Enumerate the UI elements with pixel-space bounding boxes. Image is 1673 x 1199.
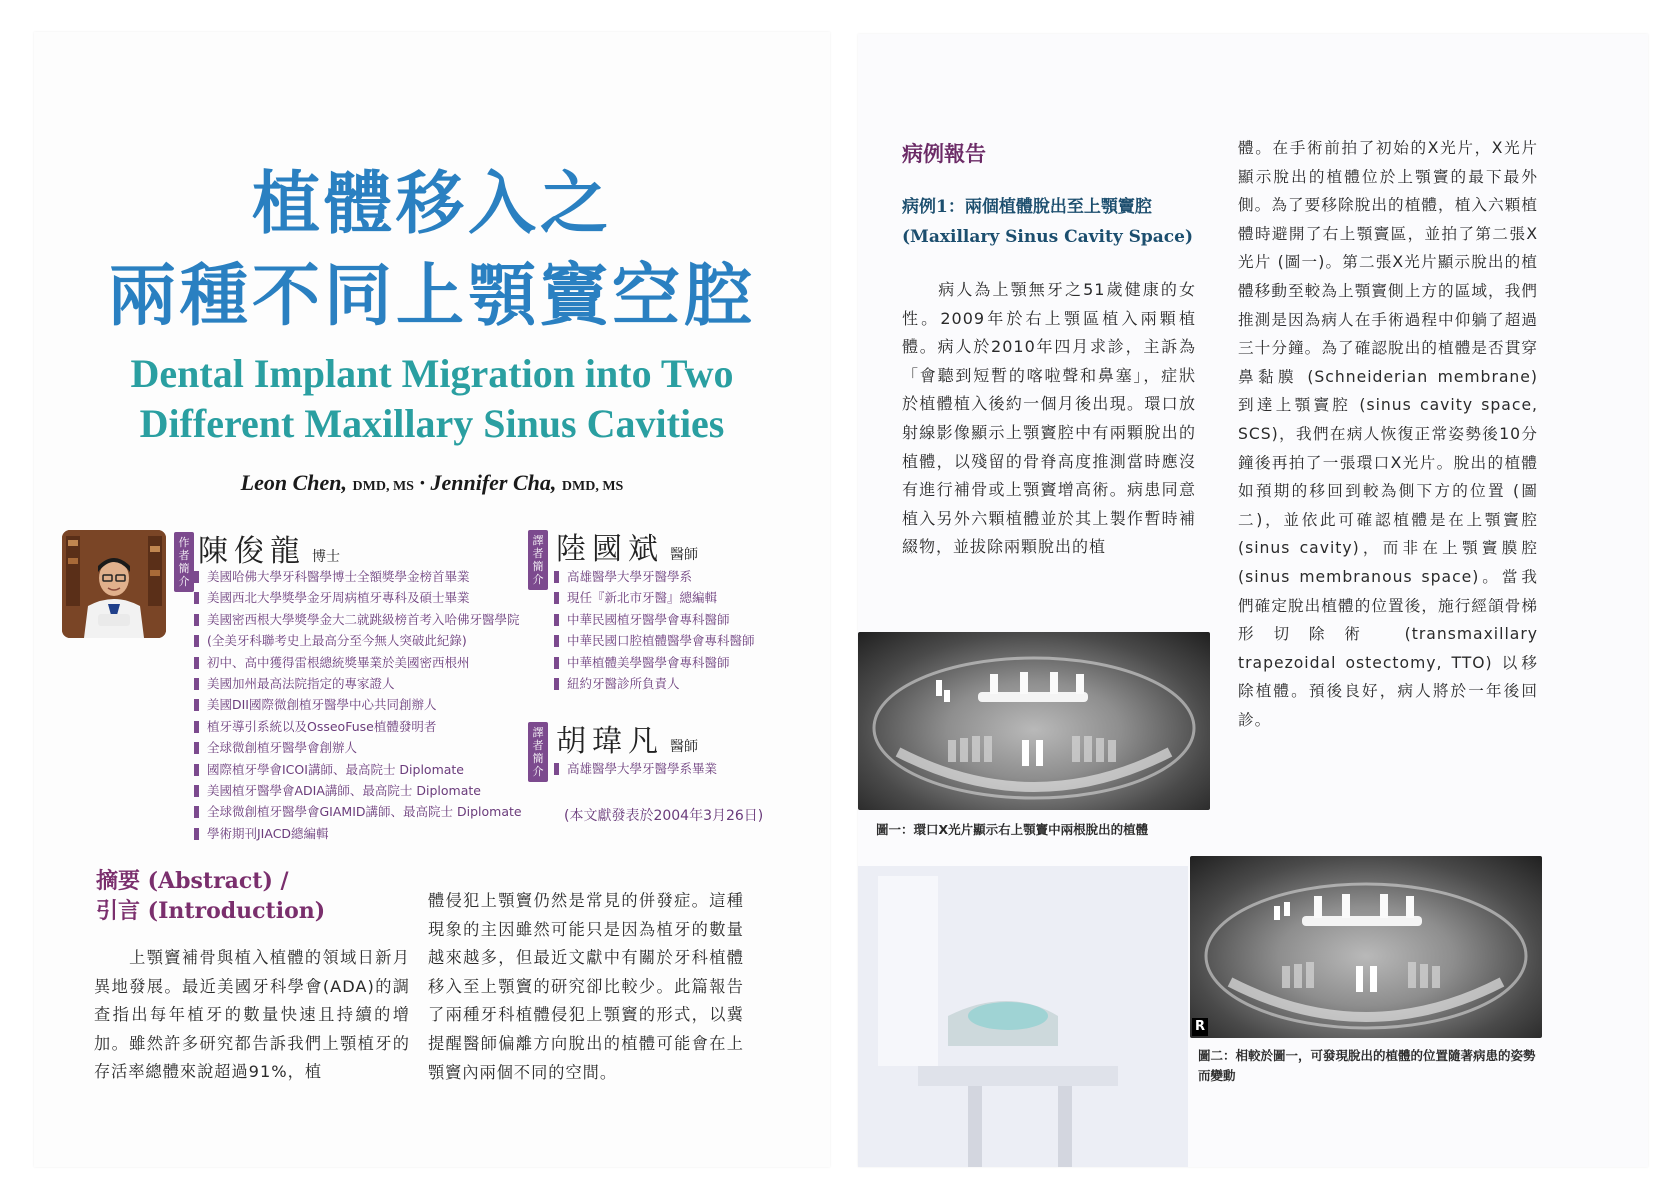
left-page: [34, 32, 830, 1167]
bio-item: 美國西北大學獎學金牙周病植牙專科及碩士畢業: [194, 587, 522, 608]
author-2-name: Jennifer Cha,: [430, 470, 557, 495]
bio-item: 中華植體美學醫學會專科醫師: [554, 652, 755, 673]
figure-1-xray: [858, 632, 1210, 810]
case-col-2: 體。在手術前拍了初始的X光片，X光片顯示脫出的植體位於上顎竇的最下最外側。為了要移除脫出的植體，植入六顆植體時避開了右上顎竇區，並拍了第二張X光片 (圖一)。第二張X光片顯示脫出的植體移動至較為上顎竇側上方的區域，我們推測是因為病人在手術過程中仰躺了超過三十分鐘。為了確認脫出的植體是否貫穿鼻黏膜 (Schneiderian membrane) 到達上顎竇腔 (sinus cavity space, SCS)，我們在病人恢復正常姿勢後10分鐘後再拍了一張環口X光片。脫出的植體如預期的移回到較為側下方的位置 (圖二)，並依此可確認植體是在上顎竇腔 (sinus cavity)，而非在上顎竇膜腔 (sinus membranous space)。當我們確定脫出植體的位置後，施行經頜骨梯形切除術 (transmaxillary trapezoidal ostectomy, TTO) 以移除植體。預後良好，病人將於一年後回診。: [1238, 139, 1538, 729]
bio-chen-heading: [198, 526, 340, 570]
translator-intro-tag: 譯者簡介: [528, 530, 548, 590]
bio-item: 全球微創植牙醫學會GIAMID講師、最高院士 Diplomate: [194, 801, 522, 822]
bio-item: 美國密西根大學獎學金大二就跳級榜首考入哈佛牙醫學院: [194, 609, 522, 630]
publication-note: (本文獻發表於2004年3月26日): [564, 808, 764, 824]
bio-item: 學術期刊JIACD總編輯: [194, 823, 522, 844]
bio-chen-name: 陳俊龍: [198, 534, 306, 569]
bio-hu-title: 醫師: [670, 739, 698, 755]
case-1-title: [902, 192, 1193, 252]
abstract-heading-line-1: 摘要 (Abstract) /: [96, 868, 289, 894]
bio-item: 初中、高中獲得雷根總統獎畢業於美國密西根州: [194, 652, 522, 673]
bio-item: 美國加州最高法院指定的專家證人: [194, 673, 522, 694]
figure-2-caption: 圖二：相較於圖一，可發現脫出的植體的位置隨著病患的姿勢而變動: [1198, 1048, 1536, 1083]
abstract-heading: [96, 866, 325, 926]
bio-lu-heading: [556, 524, 698, 568]
bio-lu-name: 陸國斌: [556, 532, 664, 567]
bio-item: 中華民國口腔植體醫學會專科醫師: [554, 630, 755, 651]
bio-item: 美國DII國際微創植牙醫學中心共同創辦人: [194, 694, 522, 715]
figure-2-xray: [1190, 856, 1542, 1038]
author-separator: ·: [413, 470, 431, 495]
abstract-col-2: 體侵犯上顎竇仍然是常見的併發症。這種現象的主因雖然可能只是因為植牙的數量越來越多，但最近文獻中有關於牙科植體移入至上顎竇的研究卻比較少。此篇報告了兩種牙科植體侵犯上顎竇的形式，以冀提醒醫師偏離方向脫出的植體可能會在上顎竇內兩個不同的空間。: [428, 891, 744, 1082]
author-intro-tag: 作者簡介: [174, 532, 194, 592]
bio-item: (全美牙科聯考史上最高分至今無人突破此紀錄): [194, 630, 522, 651]
figure-1-caption: 圖一：環口X光片顯示右上顎竇中兩根脫出的植體: [876, 822, 1149, 837]
case-report-heading: 病例報告: [902, 141, 986, 166]
abstract-col-1: 上顎竇補骨與植入植體的領域日新月異地發展。最近美國牙科學會(ADA)的調查指出每年植牙的數量快速且持續的增加。雖然許多研究都告訴我們上顎植牙的存活率總體來說超過91%，植: [94, 948, 410, 1082]
bio-item: 高雄醫學大學牙醫學系畢業: [554, 758, 717, 779]
title-en-line-2: Different Maxillary Sinus Cavities: [139, 401, 725, 446]
bio-item: 現任『新北市牙醫』總編輯: [554, 587, 755, 608]
bio-chen-title: 博士: [312, 549, 340, 565]
author-photo: [62, 530, 166, 638]
bio-item: 美國哈佛大學牙科醫學博士全額獎學金榜首畢業: [194, 566, 522, 587]
case-1-title-en: (Maxillary Sinus Cavity Space): [902, 227, 1194, 247]
figure-2-orientation-marker: R: [1192, 1018, 1208, 1036]
bio-item: 高雄醫學大學牙醫學系: [554, 566, 755, 587]
bio-item: 國際植牙學會ICOI講師、最高院士 Diplomate: [194, 759, 522, 780]
right-page: [858, 34, 1648, 1167]
bio-item: 紐約牙醫診所負責人: [554, 673, 755, 694]
abstract-heading-line-2: 引言 (Introduction): [96, 898, 326, 924]
bio-item: 植牙導引系統以及OsseoFuse植體發明者: [194, 716, 522, 737]
bio-hu-list: [554, 758, 717, 779]
bio-hu-heading: [556, 716, 698, 760]
clinic-background-photo: [858, 866, 1188, 1167]
translator-intro-tag-2: 譯者簡介: [528, 722, 548, 782]
title-en-line-1: Dental Implant Migration into Two: [130, 351, 734, 396]
bio-chen-list: [194, 566, 522, 844]
bio-item: 全球微創植牙醫學會創辦人: [194, 737, 522, 758]
bio-item: 美國植牙醫學會ADIA講師、最高院士 Diplomate: [194, 780, 522, 801]
author-1-name: Leon Chen,: [240, 470, 348, 495]
bio-hu-name: 胡瑋凡: [556, 724, 664, 759]
case-col-1: 病人為上顎無牙之51歲健康的女性。2009年於右上顎區植入兩顆植體。病人於2010年四月求診，主訴為「會聽到短暫的喀啦聲和鼻塞」，症狀於植體植入後約一個月後出現。環口放射線影像顯示上顎竇腔中有兩顆脫出的植體，以殘留的骨脊高度推測當時應沒有進行補骨或上顎竇增高術。病患同意植入另外六顆植體並於其上製作暫時補綴物，並拔除兩顆脫出的植: [902, 280, 1196, 557]
author-1-degree: DMD, MS: [352, 479, 414, 494]
bio-item: 中華民國植牙醫學會專科醫師: [554, 609, 755, 630]
authors-line: [34, 470, 830, 496]
bio-lu-title: 醫師: [670, 547, 698, 563]
title-zh-line-1: 植體移入之: [251, 164, 612, 244]
case-1-title-zh: 病例1：兩個植體脫出至上顎竇腔: [902, 197, 1152, 217]
author-2-degree: DMD, MS: [561, 479, 624, 494]
bio-lu-list: [554, 566, 755, 694]
title-zh-line-2: 兩種不同上顎竇空腔: [107, 256, 756, 336]
